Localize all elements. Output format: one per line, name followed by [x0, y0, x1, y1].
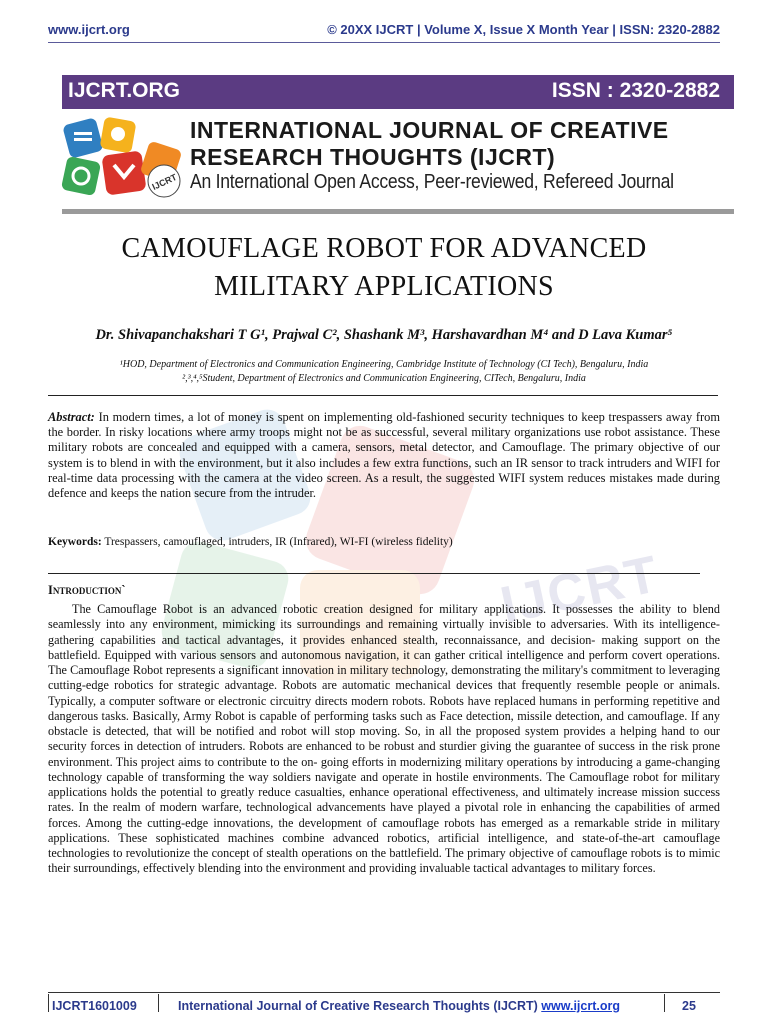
- header-divider: [48, 42, 720, 43]
- header-issue-info: © 20XX IJCRT | Volume X, Issue X Month Year | ISSN: 2320-2882: [327, 22, 720, 37]
- footer-journal-name: International Journal of Creative Research Thoughts (IJCRT): [178, 999, 538, 1013]
- footer-url-link[interactable]: www.ijcrt.org: [541, 999, 620, 1013]
- paper-title-line2: MILITARY APPLICATIONS: [214, 271, 554, 302]
- footer-journal: [178, 999, 620, 1013]
- logo-yellow-tile-icon: [99, 116, 136, 153]
- masthead-divider: [62, 209, 734, 214]
- banner-issn: ISSN : 2320-2882: [551, 79, 720, 102]
- logo-green-tile-icon: [61, 156, 101, 196]
- keywords: [48, 536, 720, 548]
- introduction-heading: Introduction`: [48, 583, 126, 597]
- logo-text: IJCRT: [150, 171, 179, 192]
- footer-separator: [664, 994, 665, 1012]
- journal-banner: [62, 75, 734, 109]
- journal-name-line1: INTERNATIONAL JOURNAL OF CREATIVE: [190, 117, 669, 143]
- introduction-body: The Camouflage Robot is an advanced robotic creation designed for military applications. It possesses the ability to blend seamlessly into any environment, mimicking its surroundings and remaining virtually invisible to adversaries. With its intelligence-gathering capabilities and tactical advantages, it provides enhanced stealth, reconnaissance, and decision- making support on the battlefield. Equipped with various sensors and autonomous navigation, it can gather critical intelligence and perform covert operations. The Camouflage Robot represents a significant innovation in military technology, demonstrating the military's commitment to leveraging cutting-edge robotics for strategic advantage. Robots are automatic mechanical devices that frequently resemble people or animals. Typically, a computer software or electronic circuitry directs modern robots. Robots have replaced humans in performing repetitive and dangerous tasks. Basically, Army Robot is capable of performing tasks such as Face detection, missile detection, and camouflage. If any obstacle is detected, that will be notified and robot will stop moving. So, in all the proposed system provides a helping hand to our security forces in detection of intruders. Robots are enhanced to be robust and sturdier giving the guarantee of success in the risk prone environment. This project aims to contribute to the on- going efforts in modernizing military operations by introducing a game-changing technology capable of transforming the way soldiers navigate and operate in hostile environments. The Camouflage robot for military applications holds the potential to greatly reduce casualties, enhance operational effectiveness, and ultimately increase mission success rates. In the realm of modern warfare, technological advancements have played a pivotal role in enhancing the capabilities of armed forces. Among the cutting-edge innovations, the development of camouflage robots has emerged as a remarkable stride in military applications. These sophisticated machines combine advanced robotics, artificial intelligence, and state-of-the-art camouflage technologies to revolutionize the concept of stealth operations on the battlefield. The primary objective of camouflage robots is to mimic their surroundings, effectively blending into the environment and providing invaluable tactical advantages to military forces.: [48, 602, 720, 876]
- footer-divider: [48, 992, 720, 993]
- abstract-label: Abstract:: [48, 410, 95, 424]
- footer-separator: [48, 994, 49, 1012]
- page-number: 25: [682, 999, 696, 1013]
- author-list: Dr. Shivapanchakshari T G¹, Prajwal C², Shashank M³, Harshavardhan M⁴ and D Lava Kumar⁵: [95, 327, 673, 343]
- logo-red-tile-icon: [101, 150, 146, 195]
- ijcrt-logo-icon: [60, 115, 190, 203]
- logo-blue-tile-icon: [62, 117, 104, 159]
- section-divider: [48, 395, 718, 396]
- paper-title: [60, 230, 708, 306]
- watermark-text: IJCRT: [495, 544, 665, 636]
- affiliation-1: ¹HOD, Department of Electronics and Communication Engineering, Cambridge Institute of Technology (CI Tech), Bengaluru, India: [119, 359, 649, 370]
- banner-site: IJCRT.ORG: [68, 79, 181, 102]
- abstract-text: In modern times, a lot of money is spent on implementing old-fashioned security techniques to keep trespassers away from the border. In risky locations where army troops might not be as successful, several military organizations use robot assistance. These military robots are concealed and equipped with a camera, sensors, metal detector, and Camouflage. The primary objective of our system is to blend in with the environment, but it also includes a few extra functions, such an IR sensor to track intruders and WIFI for real-time data processing with the camera at the video screen. As a result, the suggested WIFI system reduces mistakes made during defence and keeps the nation secure from the intruder.: [48, 410, 720, 501]
- journal-tagline: An International Open Access, Peer-reviewed, Refereed Journal: [190, 171, 674, 193]
- affiliation-2: ²,³,⁴,⁵Student, Department of Electronics and Communication Engineering, CITech, Bengaluru, India: [182, 373, 586, 384]
- keywords-label: Keywords:: [48, 536, 102, 548]
- section-divider: [48, 573, 700, 574]
- journal-name-line2: RESEARCH THOUGHTS (IJCRT): [190, 144, 556, 170]
- paper-title-line1: CAMOUFLAGE ROBOT FOR ADVANCED: [121, 233, 647, 264]
- keywords-text: Trespassers, camouflaged, intruders, IR (Infrared), WI-FI (wireless fidelity): [104, 536, 453, 548]
- footer-paper-id: IJCRT1601009: [52, 999, 137, 1013]
- abstract: [48, 410, 720, 501]
- header-url[interactable]: www.ijcrt.org: [48, 22, 130, 37]
- footer-separator: [158, 994, 159, 1012]
